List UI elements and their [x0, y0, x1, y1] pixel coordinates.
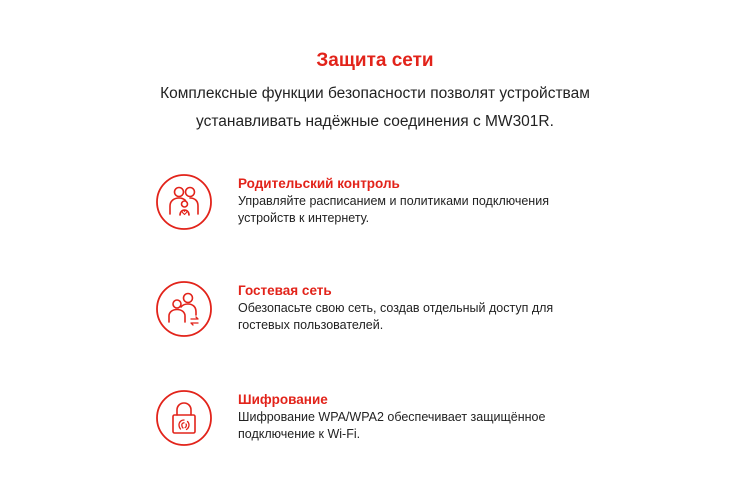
feature-parental-control-text [238, 175, 618, 226]
feature-description [238, 409, 618, 442]
section-title: Защита сети [316, 50, 434, 71]
feature-description [238, 300, 618, 333]
encryption-lock-icon [155, 389, 213, 447]
feature-encryption-text [238, 391, 618, 442]
feature-description-line-1: Шифрование WPA/WPA2 обеспечивает защищённое [238, 410, 546, 424]
feature-encryption [155, 389, 615, 449]
feature-description [238, 193, 618, 226]
network-security-header [0, 48, 750, 136]
section-description-line-1: Комплексные функции безопасности позволят устройствам [160, 85, 590, 102]
feature-description-line-1: Управляйте расписанием и политиками подключения [238, 194, 549, 208]
feature-title: Родительский контроль [238, 176, 400, 191]
feature-description-line-2: подключение к Wi-Fi. [238, 426, 361, 441]
parental-control-icon [155, 173, 213, 231]
guest-network-icon [155, 280, 213, 338]
feature-title: Гостевая сеть [238, 283, 332, 298]
section-description [0, 80, 750, 136]
feature-guest-network-text [238, 282, 618, 333]
feature-description-line-1: Обезопасьте свою сеть, создав отдельный доступ для [238, 301, 554, 315]
feature-title: Шифрование [238, 392, 328, 407]
feature-parental-control [155, 173, 615, 233]
feature-guest-network [155, 280, 615, 340]
section-description-line-2: устанавливать надёжные соединения с MW301R. [196, 113, 554, 130]
feature-description-line-2: гостевых пользователей. [238, 317, 384, 332]
feature-description-line-2: устройств к интернету. [238, 210, 370, 225]
